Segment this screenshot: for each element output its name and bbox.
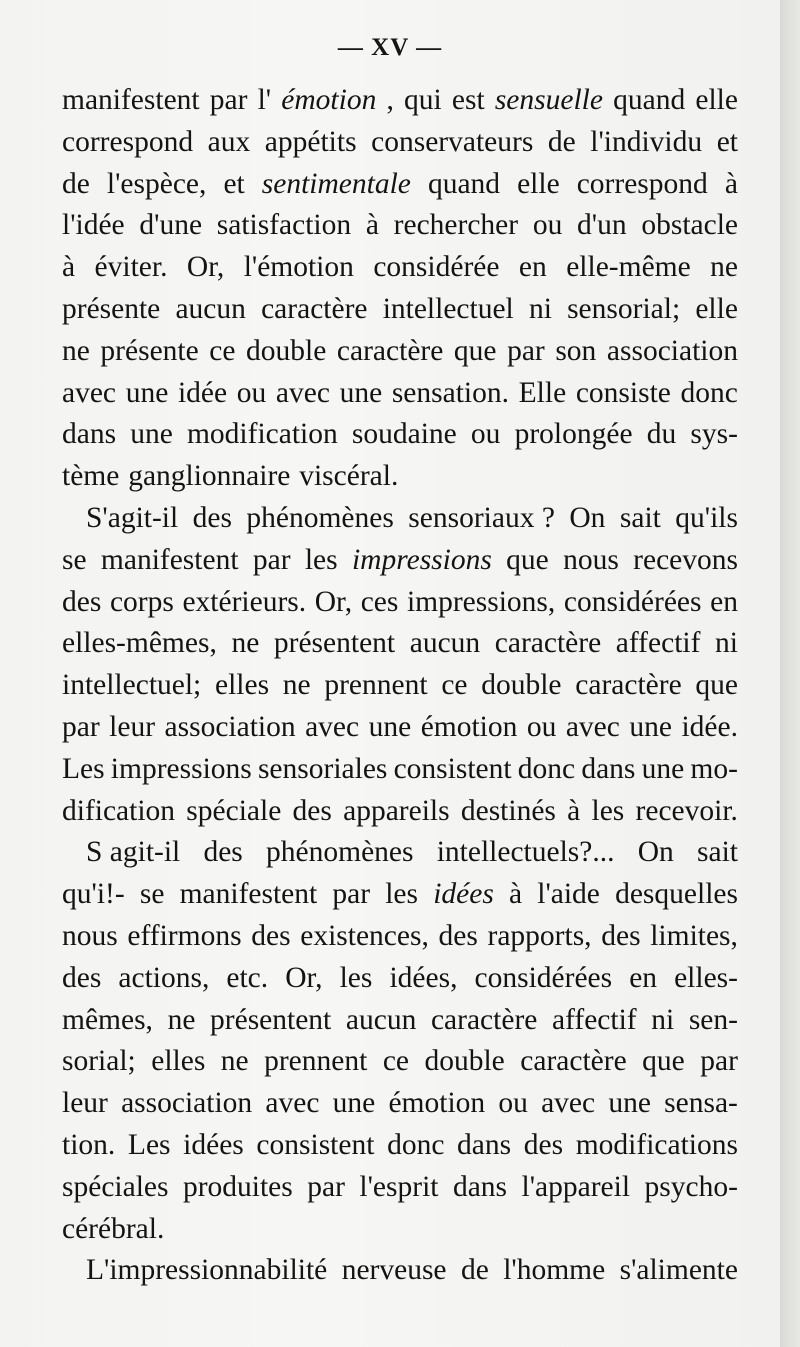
word: On <box>637 836 674 869</box>
text-line <box>62 540 738 582</box>
word: des <box>251 919 291 952</box>
word: elle-même <box>566 251 691 284</box>
word: S agit-il <box>86 836 181 869</box>
word: double <box>246 334 327 367</box>
word: caractère <box>575 669 682 702</box>
text-line <box>62 874 738 916</box>
word: soudaine <box>351 418 457 451</box>
word: présentent <box>273 627 396 660</box>
word: On <box>569 501 606 534</box>
word: dans <box>581 752 636 785</box>
word: elles- <box>674 961 738 994</box>
word: ganglionnaire <box>128 460 291 493</box>
word: caractère <box>261 292 368 325</box>
text-line <box>62 791 738 833</box>
italic-word: émotion <box>281 84 377 116</box>
word: par <box>700 1045 738 1078</box>
word: rapports, <box>487 919 592 952</box>
word: ne <box>220 1045 249 1078</box>
word: une <box>332 1087 376 1120</box>
word: ce <box>441 669 468 702</box>
word: sait <box>619 501 661 534</box>
word: consistent <box>393 752 512 785</box>
text-line <box>62 665 738 707</box>
word: consiste <box>575 376 671 409</box>
word: émotion <box>388 1087 486 1120</box>
word: recevons <box>633 543 738 576</box>
word: quand <box>427 167 501 200</box>
word: prennent <box>324 669 428 702</box>
word: l'aide <box>537 878 600 911</box>
word: s'alimente <box>619 1254 738 1287</box>
italic-word: sensuelle <box>494 84 603 116</box>
word: à <box>567 794 581 827</box>
text-line <box>62 247 738 289</box>
text-line <box>62 749 738 791</box>
word: une <box>608 1087 651 1120</box>
word: des <box>601 919 641 952</box>
word: qui <box>404 84 442 116</box>
word: viscéral. <box>299 460 399 493</box>
word: sensation. <box>391 376 509 409</box>
text-line <box>62 1250 738 1292</box>
word: par <box>307 1170 345 1203</box>
word: association <box>606 334 738 367</box>
word: idée <box>177 376 228 409</box>
text-line <box>62 289 738 331</box>
word: aucun <box>409 627 481 660</box>
word: son <box>555 334 597 367</box>
word: sensa- <box>664 1087 738 1120</box>
word: elle <box>695 84 738 116</box>
word: d'une <box>139 209 203 242</box>
word: recevoir. <box>635 794 738 827</box>
word: caractère <box>494 627 602 660</box>
text-line <box>62 832 738 874</box>
word: elle <box>695 292 738 325</box>
word: l'individu <box>590 125 703 158</box>
text-line <box>62 916 738 958</box>
word: ne <box>62 334 90 367</box>
word: Elle <box>518 376 567 409</box>
text-line <box>62 164 738 206</box>
word: une <box>130 418 173 451</box>
word: ce <box>209 334 236 367</box>
word: l'émotion <box>243 251 354 284</box>
word: tème <box>62 460 120 493</box>
word: caractère <box>430 1003 538 1036</box>
word: elles <box>151 1045 206 1078</box>
word: du <box>646 418 677 451</box>
word: obstacle <box>641 209 738 242</box>
italic-word: impressions <box>351 543 492 576</box>
word: etc. <box>226 961 269 994</box>
word: d'un <box>577 209 627 242</box>
word: sait <box>697 836 738 869</box>
word: sensoriales <box>257 752 388 785</box>
word: idée. <box>681 710 738 743</box>
word: par <box>209 84 248 116</box>
word: ne <box>231 627 260 660</box>
word: modifications <box>575 1128 738 1161</box>
word: , <box>386 84 394 116</box>
word: en <box>518 251 547 284</box>
word: destinés <box>460 794 556 827</box>
text-line <box>62 623 738 665</box>
word: prolongée <box>514 418 633 451</box>
word: affectif <box>615 627 701 660</box>
word: dans <box>452 1170 508 1203</box>
text-line <box>62 331 738 373</box>
word: considérée <box>373 251 500 284</box>
text-line <box>62 707 738 749</box>
word: l'appareil <box>521 1170 631 1203</box>
word: spéciale <box>186 794 282 827</box>
word: Les <box>127 1128 171 1161</box>
word: consistent <box>256 1128 375 1161</box>
word: en <box>710 585 738 618</box>
word: mêmes, <box>62 1003 153 1036</box>
word: manifestent <box>100 543 239 576</box>
word: émotion <box>420 710 518 743</box>
word: est <box>451 84 485 116</box>
word: une <box>629 710 672 743</box>
word: phénomènes <box>266 836 414 869</box>
word: cérébral. <box>62 1212 165 1245</box>
word: limites, <box>650 919 738 952</box>
word: ou <box>526 710 557 743</box>
word: tion. <box>62 1128 116 1161</box>
word: qu'i!- <box>62 878 125 911</box>
word: une <box>368 710 412 743</box>
word: de <box>460 1254 489 1287</box>
word: caractère <box>520 1045 627 1078</box>
word: nous <box>563 543 619 576</box>
word: éviter. <box>94 251 168 284</box>
word: des <box>292 794 332 827</box>
word: elles-mêmes, <box>62 627 217 660</box>
word: et <box>716 125 738 158</box>
word: caractère <box>336 334 444 367</box>
word: appareils <box>343 794 450 827</box>
word: de <box>62 167 90 200</box>
word: donc <box>387 1128 445 1161</box>
word: association <box>164 710 296 743</box>
word: desquelles <box>615 878 738 911</box>
word: aux <box>207 125 251 158</box>
word: par <box>62 710 100 743</box>
word: aucun <box>345 1003 417 1036</box>
word: les <box>304 543 338 576</box>
word: donc <box>517 752 576 785</box>
word: appétits <box>264 125 357 158</box>
word: à <box>365 209 379 242</box>
word: l'esprit <box>359 1170 439 1203</box>
text-line <box>62 373 738 415</box>
text-line <box>62 80 738 122</box>
word: ou <box>236 376 267 409</box>
word: quand <box>613 84 686 116</box>
word: phénomènes <box>246 501 394 534</box>
word: modification <box>186 418 338 451</box>
word: nous <box>62 919 118 952</box>
word: double <box>424 1045 505 1078</box>
word: ces <box>360 585 399 618</box>
word: conservateurs <box>371 125 534 158</box>
text-line <box>62 456 738 498</box>
text-line <box>62 1041 738 1083</box>
word: psycho- <box>644 1170 738 1203</box>
word: affectif <box>551 1003 637 1036</box>
word: prennent <box>264 1045 368 1078</box>
word: les <box>385 878 419 911</box>
word: présente <box>100 334 199 367</box>
word: sorial; <box>62 1045 136 1078</box>
text-line <box>62 1167 738 1209</box>
text-line <box>62 958 738 1000</box>
word: avec <box>305 710 360 743</box>
word: Or, <box>314 585 353 618</box>
word: leur <box>109 710 156 743</box>
word: ni <box>528 292 552 325</box>
word: leur <box>62 1087 108 1120</box>
word: des <box>523 1128 564 1161</box>
word: extérieurs. <box>182 585 307 618</box>
text-line <box>62 1083 738 1125</box>
word: elles <box>214 669 270 702</box>
word: que <box>453 334 497 367</box>
word: se <box>139 878 165 911</box>
word: une <box>641 752 685 785</box>
word: sensoriaux ? <box>408 501 555 534</box>
page-number-header: — XV — <box>337 34 443 61</box>
word: l' <box>257 84 272 116</box>
word: que <box>506 543 549 576</box>
word: correspond <box>576 167 708 200</box>
word: idées <box>183 1128 244 1161</box>
word: ne <box>710 251 738 284</box>
word: produites <box>182 1170 293 1203</box>
word: spéciales <box>62 1170 169 1203</box>
word: Or, <box>186 251 225 284</box>
word: une <box>125 376 169 409</box>
word: des <box>203 836 243 869</box>
word: ou <box>532 209 563 242</box>
text-line <box>62 1209 738 1251</box>
word: donc <box>680 376 738 409</box>
word: sys- <box>690 418 738 451</box>
text-line <box>62 414 738 456</box>
italic-word: sentimentale <box>261 167 411 200</box>
word: association <box>121 1087 253 1120</box>
word: des <box>62 585 102 618</box>
word: manifestent <box>179 878 318 911</box>
word: dans <box>62 418 117 451</box>
body-text <box>62 80 738 1292</box>
text-line <box>62 1000 738 1042</box>
word: ne <box>282 669 311 702</box>
word: manifestent <box>62 84 200 116</box>
word: que <box>695 669 738 702</box>
word: des <box>192 501 232 534</box>
word: actions, <box>118 961 210 994</box>
word: dification <box>62 794 176 827</box>
word: qu'ils <box>675 501 738 534</box>
word: et <box>223 167 245 200</box>
word: effirmons <box>127 919 242 952</box>
word: intellectuel; <box>62 669 202 702</box>
word: présentent <box>210 1003 332 1036</box>
word: ou <box>470 418 501 451</box>
word: en <box>629 961 658 994</box>
word: L'impressionnabilité <box>86 1254 328 1287</box>
word: que <box>642 1045 685 1078</box>
word: avec <box>275 376 330 409</box>
word: présente <box>62 292 161 325</box>
word: Les <box>62 752 105 785</box>
italic-word: idées <box>433 878 494 911</box>
word: les <box>591 794 625 827</box>
word: idées, <box>389 961 458 994</box>
word: considérées <box>474 961 613 994</box>
word: les <box>339 961 373 994</box>
word: des <box>438 919 478 952</box>
word: l'espèce, <box>106 167 207 200</box>
word: correspond <box>62 125 194 158</box>
word: elle <box>517 167 560 200</box>
text-line <box>62 582 738 624</box>
word: impressions <box>110 752 252 785</box>
word: avec <box>541 1087 596 1120</box>
text-line <box>62 498 738 540</box>
word: existences, <box>300 919 429 952</box>
word: ni <box>651 1003 675 1036</box>
word: ni <box>715 627 738 660</box>
word: par <box>332 878 371 911</box>
word: dans <box>457 1128 512 1161</box>
word: nerveuse <box>341 1254 447 1287</box>
word: aucun <box>175 292 246 325</box>
word: une <box>339 376 383 409</box>
word: ce <box>382 1045 409 1078</box>
text-line <box>62 205 738 247</box>
word: S'agit-il <box>86 501 179 534</box>
word: satisfaction <box>216 209 352 242</box>
word: à <box>508 878 523 911</box>
word: par <box>252 543 291 576</box>
word: intellectuels?... <box>436 836 615 869</box>
word: l'homme <box>503 1254 606 1287</box>
word: avec <box>62 376 117 409</box>
word: impressions, <box>406 585 556 618</box>
word: corps <box>109 585 174 618</box>
word: avec <box>265 1087 320 1120</box>
word: l'idée <box>62 209 125 242</box>
word: sensorial; <box>567 292 681 325</box>
word: double <box>481 669 562 702</box>
word: intellectuel <box>382 292 514 325</box>
page-edge-shadow <box>780 0 800 1347</box>
word: de <box>547 125 576 158</box>
word: avec <box>565 710 620 743</box>
text-line <box>62 1125 738 1167</box>
word: rechercher <box>393 209 519 242</box>
word: à <box>62 251 76 284</box>
word: considérées <box>563 585 702 618</box>
word: sen- <box>688 1003 738 1036</box>
word: par <box>507 334 545 367</box>
word: à <box>724 167 738 200</box>
word: ne <box>167 1003 196 1036</box>
word: Or, <box>285 961 323 994</box>
text-line <box>62 122 738 164</box>
word: ou <box>498 1087 528 1120</box>
word: mo- <box>690 752 738 785</box>
word: des <box>62 961 102 994</box>
word: se <box>62 543 87 576</box>
